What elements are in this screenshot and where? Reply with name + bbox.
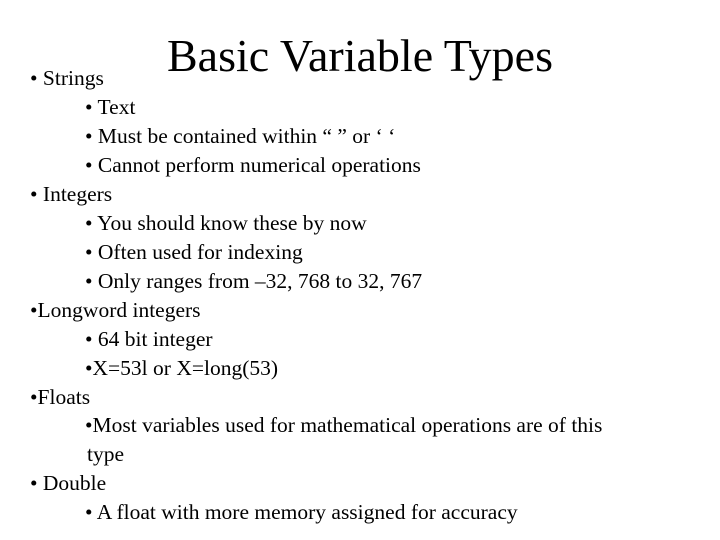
sub-bullet-text: Must be contained within “ ” or ‘ ‘ bbox=[97, 124, 396, 148]
bullet-marker: • bbox=[30, 385, 38, 409]
sub-bullet-text: Often used for indexing bbox=[97, 240, 303, 264]
bullet-marker: • bbox=[85, 327, 93, 351]
sub-bullet-text: A float with more memory assigned for accuracy bbox=[96, 500, 518, 524]
sub-bullet bbox=[85, 411, 602, 440]
sub-bullet bbox=[85, 122, 395, 151]
bullet-heading-integers: Integers bbox=[42, 182, 113, 206]
bullet-heading-longword-integers: Longword integers bbox=[37, 298, 201, 322]
bullet-marker: • bbox=[85, 153, 93, 177]
bullet-floats bbox=[30, 383, 90, 412]
bullet-marker: • bbox=[85, 356, 93, 380]
bullet-integers bbox=[30, 180, 112, 209]
bullet-marker: • bbox=[85, 413, 93, 437]
sub-bullet bbox=[85, 354, 278, 383]
slide-title: Basic Variable Types bbox=[167, 30, 553, 81]
bullet-marker: • bbox=[85, 269, 93, 293]
bullet-marker: • bbox=[85, 124, 93, 148]
bullet-heading-strings: Strings bbox=[42, 66, 104, 90]
bullet-marker: • bbox=[30, 66, 38, 90]
sub-bullet-text: You should know these by now bbox=[97, 211, 367, 235]
sub-bullet-text: Most variables used for mathematical operations are of this bbox=[92, 413, 603, 437]
bullet-marker: • bbox=[85, 500, 93, 524]
sub-bullet bbox=[85, 267, 422, 296]
sub-bullet bbox=[85, 325, 213, 354]
bullet-marker: • bbox=[30, 182, 38, 206]
sub-bullet-text: Cannot perform numerical operations bbox=[97, 153, 421, 177]
bullet-heading-double: Double bbox=[42, 471, 107, 495]
bullet-marker: • bbox=[30, 298, 38, 322]
bullet-heading-floats: Floats bbox=[37, 385, 91, 409]
bullet-strings bbox=[30, 64, 104, 93]
bullet-marker: • bbox=[85, 211, 93, 235]
sub-bullet bbox=[85, 238, 303, 267]
sub-bullet bbox=[85, 209, 367, 238]
bullet-marker: • bbox=[85, 240, 93, 264]
sub-bullet-continuation: type bbox=[87, 442, 125, 466]
bullet-double bbox=[30, 469, 106, 498]
bullet-marker: • bbox=[85, 95, 93, 119]
sub-bullet-text: X=53l or X=long(53) bbox=[92, 356, 279, 380]
sub-bullet bbox=[85, 93, 135, 122]
sub-bullet-text: 64 bit integer bbox=[92, 327, 213, 351]
sub-bullet-text: Text bbox=[97, 95, 136, 119]
sub-bullet-text: Only ranges from –32, 768 to 32, 767 bbox=[97, 269, 423, 293]
sub-bullet bbox=[85, 151, 421, 180]
bullet-longword-integers bbox=[30, 296, 201, 325]
sub-bullet bbox=[85, 498, 518, 527]
bullet-marker: • bbox=[30, 471, 38, 495]
